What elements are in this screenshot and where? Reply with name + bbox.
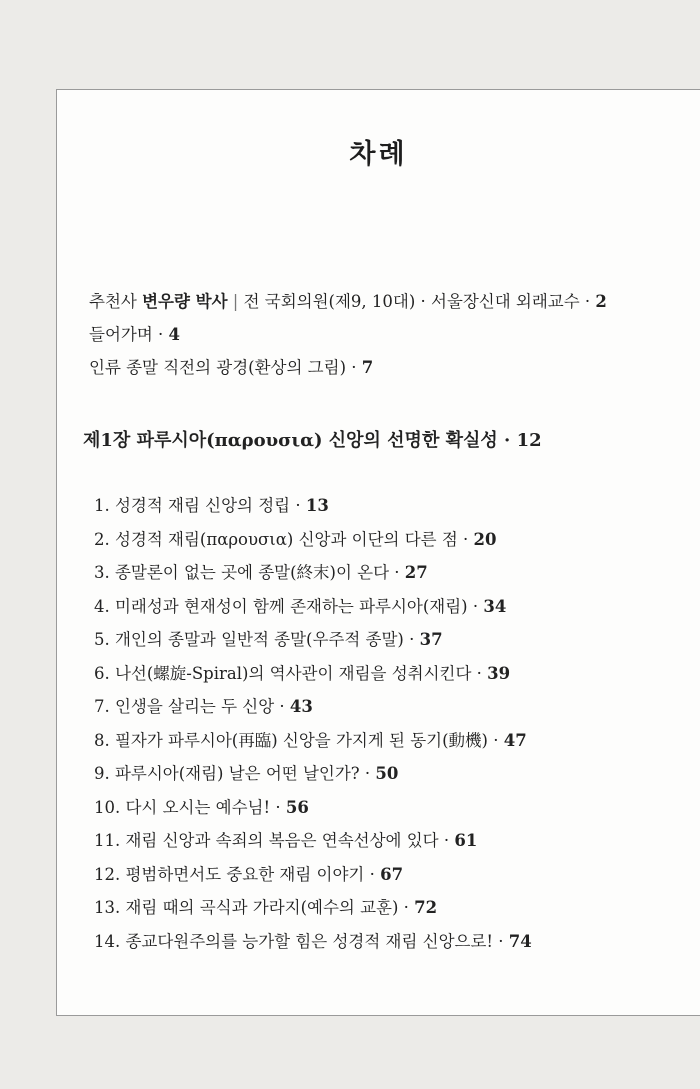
- toc-item[interactable]: 10. 다시 오시는 예수님! · 56: [94, 797, 309, 817]
- page-number: 50: [375, 764, 399, 783]
- toc-item[interactable]: 13. 재림 때의 곡식과 가라지(예수의 교훈) · 72: [94, 898, 438, 917]
- intro-item-foreword[interactable]: 추천사 변우량 박사 | 전 국회의원(제9, 10대) · 서울장신대 외래교수 · 2: [89, 292, 607, 311]
- toc-item[interactable]: 6. 나선(螺旋-Spiral)의 역사관이 재림을 성취시킨다 · 39: [94, 663, 511, 683]
- toc-item[interactable]: 14. 종교다원주의를 능가할 힘은 성경적 재림 신앙으로! · 74: [94, 931, 532, 951]
- page-number: 47: [503, 730, 527, 750]
- toc-item[interactable]: 3. 종말론이 없는 곳에 종말(終末)이 온다 · 27: [94, 563, 428, 582]
- page-number: 72: [414, 898, 438, 917]
- toc-item[interactable]: 7. 인생을 살리는 두 신앙 · 43: [94, 697, 313, 716]
- toc-item[interactable]: 1. 성경적 재림 신앙의 정립 · 13: [94, 496, 329, 515]
- toc-item[interactable]: 5. 개인의 종말과 일반적 종말(우주적 종말) · 37: [94, 630, 443, 649]
- page-number: 12: [516, 430, 542, 451]
- page-number: 7: [361, 358, 374, 377]
- page-number: 43: [289, 697, 313, 716]
- toc-list: [94, 492, 532, 961]
- toc-item[interactable]: 11. 재림 신앙과 속죄의 복음은 연속선상에 있다 · 61: [94, 831, 478, 850]
- page-number: 61: [454, 831, 478, 850]
- page-number: 74: [508, 931, 532, 951]
- intro-list: [89, 288, 607, 387]
- page-number: 2: [595, 292, 607, 311]
- toc-item[interactable]: 12. 평범하면서도 중요한 재림 이야기 · 67: [94, 864, 404, 884]
- toc-item[interactable]: 2. 성경적 재림(παρουσια) 신앙과 이단의 다른 점 · 20: [94, 529, 497, 549]
- page-title: 차례: [349, 139, 408, 170]
- page-number: 27: [404, 563, 428, 582]
- intro-item-preface[interactable]: 들어가며 · 4: [89, 325, 180, 344]
- page-number: 13: [305, 496, 329, 515]
- page-number: 20: [473, 529, 497, 549]
- page-number: 67: [380, 864, 404, 884]
- toc-item[interactable]: 8. 필자가 파루시아(再臨) 신앙을 가지게 된 동기(動機) · 47: [94, 730, 527, 750]
- page-number: 56: [285, 797, 309, 817]
- book-page: [56, 89, 700, 1016]
- toc-item[interactable]: 9. 파루시아(재림) 날은 어떤 날인가? · 50: [94, 764, 399, 783]
- page-number: 4: [168, 325, 180, 344]
- page-number: 34: [483, 596, 507, 616]
- chapter-heading[interactable]: 제1장 파루시아(παρουσια) 신앙의 선명한 확실성 · 12: [83, 430, 542, 451]
- recommender-name: 변우량 박사: [142, 292, 228, 311]
- toc-item[interactable]: 4. 미래성과 현재성이 함께 존재하는 파루시아(재림) · 34: [94, 596, 507, 616]
- page-number: 37: [419, 630, 443, 649]
- page-number: 39: [487, 663, 511, 683]
- intro-item-vision[interactable]: 인류 종말 직전의 광경(환상의 그림) · 7: [89, 358, 374, 377]
